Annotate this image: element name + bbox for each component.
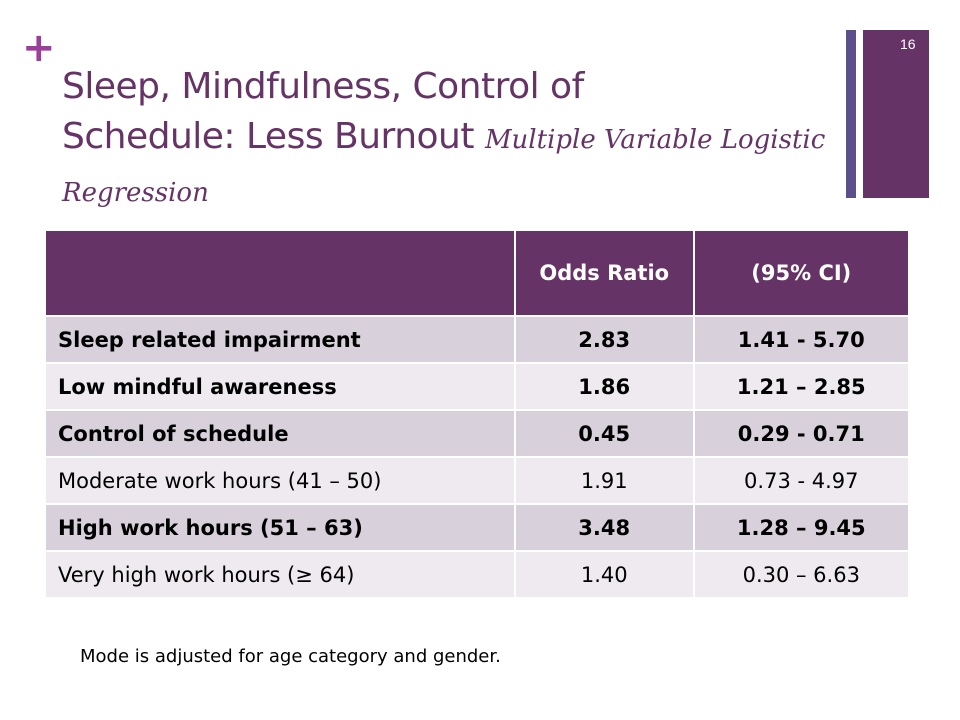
- row-ci: 1.41 - 5.70: [694, 316, 909, 363]
- header-odds-ratio: Odds Ratio: [515, 231, 694, 316]
- row-odds-ratio: 2.83: [515, 316, 694, 363]
- row-ci: 1.28 – 9.45: [694, 504, 909, 551]
- regression-table: [46, 231, 910, 599]
- row-odds-ratio: 3.48: [515, 504, 694, 551]
- row-odds-ratio: 1.91: [515, 457, 694, 504]
- decorative-bar-wide: [863, 30, 929, 198]
- footnote: Mode is adjusted for age category and gender.: [80, 646, 501, 667]
- decorative-bar-thin: [846, 30, 856, 198]
- row-odds-ratio: 1.40: [515, 551, 694, 598]
- row-label: Control of schedule: [46, 410, 515, 457]
- table-row: [46, 504, 909, 551]
- row-label: Low mindful awareness: [46, 363, 515, 410]
- slide-number: 16: [900, 36, 916, 52]
- header-ci: (95% CI): [694, 231, 909, 316]
- table-row: [46, 363, 909, 410]
- row-odds-ratio: 1.86: [515, 363, 694, 410]
- slide-title: [62, 62, 832, 218]
- row-odds-ratio: 0.45: [515, 410, 694, 457]
- table-header-row: [46, 231, 909, 316]
- plus-icon: +: [22, 25, 56, 71]
- table-row: [46, 410, 909, 457]
- row-ci: 0.30 – 6.63: [694, 551, 909, 598]
- table-row: [46, 457, 909, 504]
- table-row: [46, 316, 909, 363]
- row-label: Very high work hours (≥ 64): [46, 551, 515, 598]
- row-label: Sleep related impairment: [46, 316, 515, 363]
- title-subtitle: Multiple Variable Logistic Regression: [62, 125, 826, 208]
- row-ci: 0.29 - 0.71: [694, 410, 909, 457]
- table-row: [46, 551, 909, 598]
- row-ci: 1.21 – 2.85: [694, 363, 909, 410]
- header-label: [46, 231, 515, 316]
- row-label: High work hours (51 – 63): [46, 504, 515, 551]
- row-ci: 0.73 - 4.97: [694, 457, 909, 504]
- row-label: Moderate work hours (41 – 50): [46, 457, 515, 504]
- title-line-2: Schedule: Less Burnout: [62, 116, 474, 157]
- title-line-1: Sleep, Mindfulness, Control of: [62, 66, 584, 107]
